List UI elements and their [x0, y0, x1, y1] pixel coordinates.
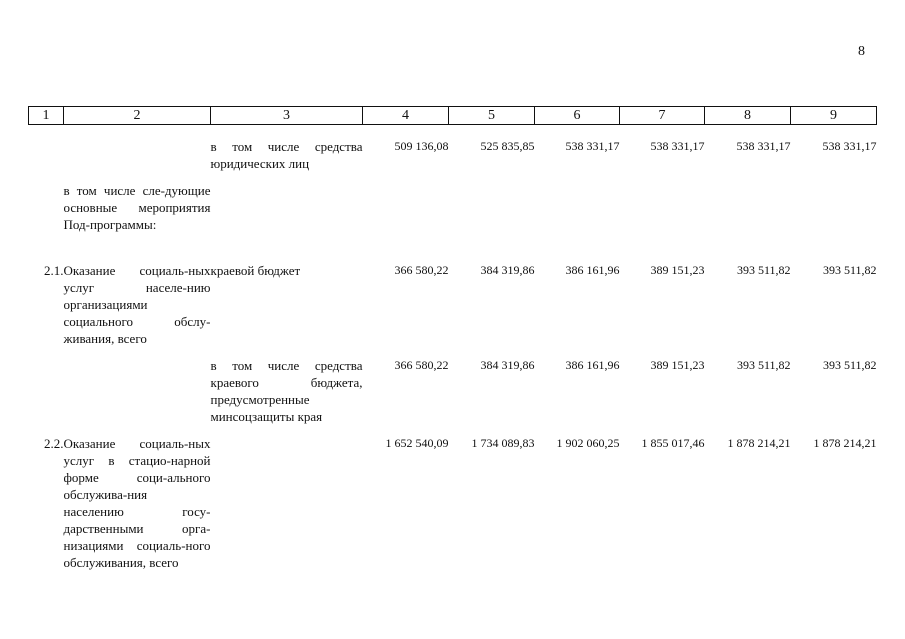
- row-number: [29, 347, 64, 425]
- row-number: 2.1.: [44, 263, 64, 278]
- table-row: [29, 347, 877, 425]
- page-number: 8: [858, 44, 865, 59]
- table-row: [29, 125, 877, 173]
- row-value: 384 319,86: [480, 358, 535, 372]
- header-row: [29, 107, 877, 125]
- row-source: в том числе средства юридических лиц: [210, 139, 363, 171]
- row-value: 1 855 017,46: [641, 436, 705, 450]
- row-source: краевой бюджет: [210, 263, 301, 278]
- column-header: 3: [211, 107, 363, 125]
- row-value: 538 331,17: [736, 139, 791, 153]
- row-value: 366 580,22: [394, 263, 449, 277]
- row-value: 1 878 214,21: [727, 436, 791, 450]
- row-value: 393 511,82: [822, 263, 877, 277]
- row-number: [29, 172, 64, 252]
- column-header: 6: [535, 107, 620, 125]
- row-value: [363, 172, 449, 252]
- column-header: 8: [705, 107, 791, 125]
- row-name: Оказание социаль-ных услуг в стацио-нарной форме соци-ального обслужива-ния населению госу-дарственными орга-низациями социаль-ного обслуживания, всего: [63, 436, 211, 570]
- row-value: [535, 172, 620, 252]
- column-header: 1: [29, 107, 64, 125]
- row-value: [449, 172, 535, 252]
- row-name: [64, 125, 211, 173]
- row-source: [211, 172, 363, 252]
- row-value: 525 835,85: [480, 139, 535, 153]
- row-value: 538 331,17: [565, 139, 620, 153]
- row-number: 2.2.: [44, 436, 64, 451]
- column-header: 9: [791, 107, 877, 125]
- budget-table: [28, 106, 877, 571]
- row-value: [791, 172, 877, 252]
- row-value: 384 319,86: [480, 263, 535, 277]
- row-value: [620, 172, 705, 252]
- column-header: 5: [449, 107, 535, 125]
- row-value: [705, 172, 791, 252]
- table-row: [29, 425, 877, 571]
- row-value: 509 136,08: [394, 139, 449, 153]
- row-value: 393 511,82: [822, 358, 877, 372]
- row-value: 389 151,23: [650, 263, 705, 277]
- row-value: 1 878 214,21: [813, 436, 877, 450]
- row-source: [211, 425, 363, 571]
- row-value: 386 161,96: [565, 263, 620, 277]
- row-value: 538 331,17: [822, 139, 877, 153]
- row-name: в том числе сле-дующие основные мероприятия Под-программы:: [63, 183, 211, 232]
- row-value: 1 902 060,25: [556, 436, 620, 450]
- column-header: 7: [620, 107, 705, 125]
- row-number: [29, 125, 64, 173]
- table-row: [29, 252, 877, 347]
- row-value: 366 580,22: [394, 358, 449, 372]
- row-value: 1 652 540,09: [385, 436, 449, 450]
- row-value: 393 511,82: [736, 358, 791, 372]
- column-header: 2: [64, 107, 211, 125]
- row-value: 1 734 089,83: [471, 436, 535, 450]
- row-name: Оказание социаль-ных услуг населе-нию организациями социального обслу-живания, всего: [63, 263, 211, 346]
- column-header: 4: [363, 107, 449, 125]
- table-row: [29, 172, 877, 252]
- row-value: 393 511,82: [736, 263, 791, 277]
- row-source: в том числе средства краевого бюджета, предусмотренные минсоцзащиты края: [210, 358, 363, 424]
- row-value: 389 151,23: [650, 358, 705, 372]
- row-value: 386 161,96: [565, 358, 620, 372]
- row-name: [64, 347, 211, 425]
- row-value: 538 331,17: [650, 139, 705, 153]
